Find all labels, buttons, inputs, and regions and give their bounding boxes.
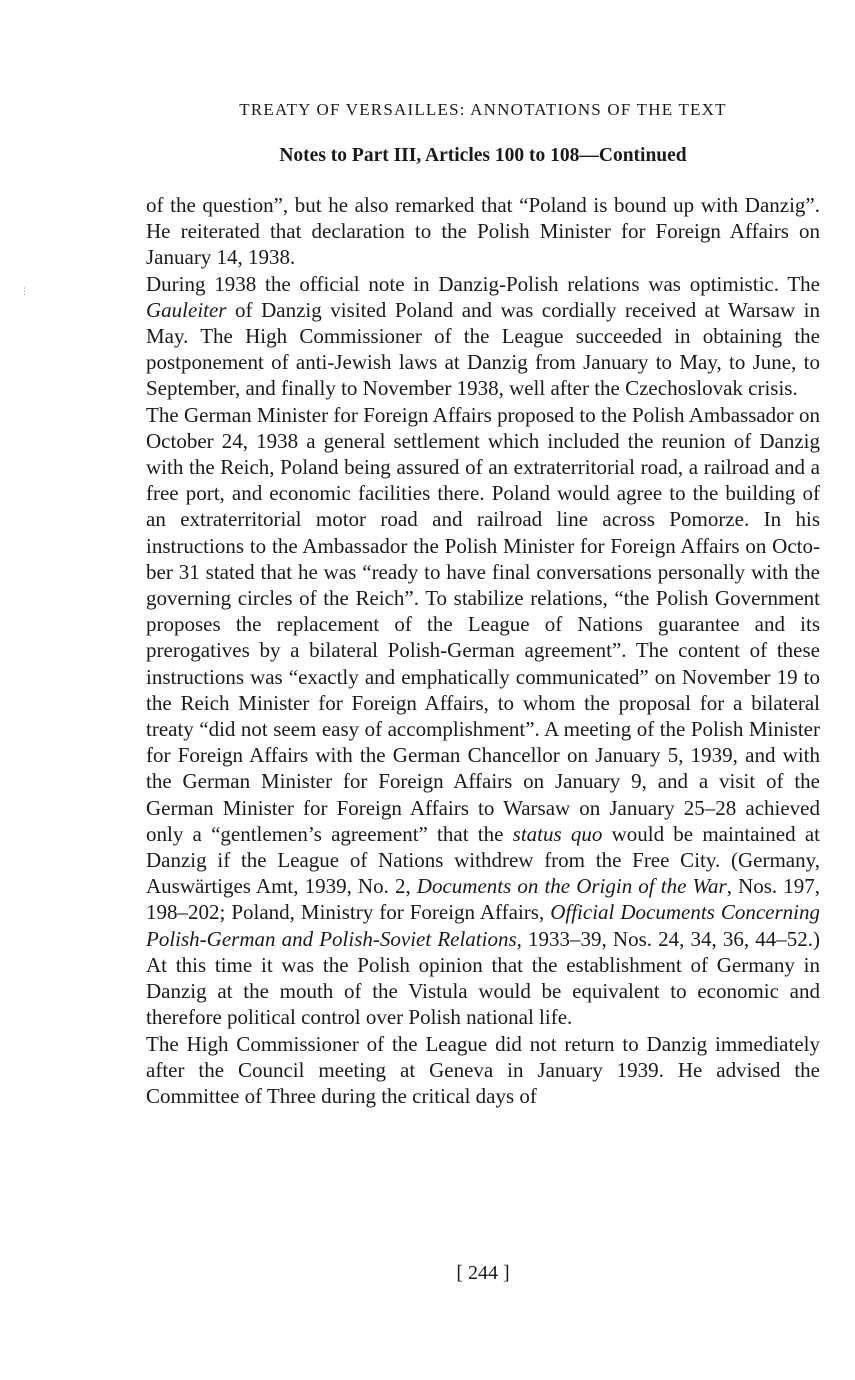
body-text [146,192,820,1109]
italic-text: status quo [512,821,603,846]
text-run: of Danzig visited Poland and was cordially received at Warsaw in May. The High Commissioner of the League succeeded in obtaining the postponement of anti-Jewish laws at Danzig from January to May, to June, to September, and finally to November 1938, well after the Czechoslovak crisis. [146,297,820,401]
italic-text: Gauleiter [146,297,227,322]
paragraph-2 [146,271,820,402]
italic-text: Documents on the Origin of the War [416,874,727,899]
text-run: of the question”, but he also remarked that “Poland is bound up with Danzig”. He reiterated that declaration to the Polish Minister for Foreign Affairs on January 14, 1938. [146,193,820,270]
paragraph-3 [146,402,820,1031]
scan-mark: ⋮ [20,287,29,297]
section-title: Notes to Part III, Articles 100 to 108—Continued [279,145,687,166]
text-run: , 1933–39, Nos. 24, 34, 36, 44–52.) At this time it was the Polish opinion that the establishment of Germany in Danzig at the mouth of the Vistula would be equivalent to economic and therefore political control over Polish national life. [146,926,820,1030]
text-run: would be maintained at Danzig if the League of Nations withdrew from the Free City. (Germany, Auswärtiges Amt, 1939, No. 2, [146,821,820,899]
paragraph-1 [146,192,820,271]
page-number: [ 244 ] [456,1262,510,1284]
running-title: TREATY OF VERSAILLES: ANNOTATIONS OF THE TEXT [239,100,727,119]
text-run: The High Commissioner of the League did not return to Danzig immediately after the Council meeting at Geneva in January 1939. He advised the Committee of Three during the critical days of [146,1031,820,1108]
text-run: During 1938 the official note in Danzig-Polish relations was optimistic. The [146,271,820,296]
text-run: The German Minister for Foreign Affairs proposed to the Polish Ambassador on October 24, 1938 a general settlement which included the reunion of Danzig with the Reich, Poland being assured of an extraterritorial road, a railroad and a free port, and economic facilities there. Poland would agree to the building of an extraterritorial motor road and railroad line across Pomorze. In his instructions to the Ambassador the Polish Minister for Foreign Affairs on October 31 stated that he was “ready to have final conversations personally with the governing circles of the Reich”. To stabilize relations, “the Polish Government proposes the replacement of the League of Nations guarantee and its prerogatives by a bilateral Polish-German agreement”. The content of these instructions was “exactly and emphatically communicated” on November 19 to the Reich Minister for Foreign Affairs, to whom the proposal for a bilateral treaty “did not seem easy of accomplishment”. A meeting of the Polish Minister for Foreign Affairs with the German Chancellor on January 5, 1939, and with the German Minister for Foreign Affairs on January 9, and a visit of the German Minister for Foreign Affairs to Warsaw on January 25–28 achieved only a “gentlemen’s agreement” that the [146,402,820,846]
text-run: , Nos. 197, 198–202; Poland, Ministry for Foreign Affairs, [146,874,821,925]
paragraph-4 [146,1031,820,1110]
italic-text: Official Documents Concerning Polish-German and Polish-Soviet Relations [146,900,820,951]
